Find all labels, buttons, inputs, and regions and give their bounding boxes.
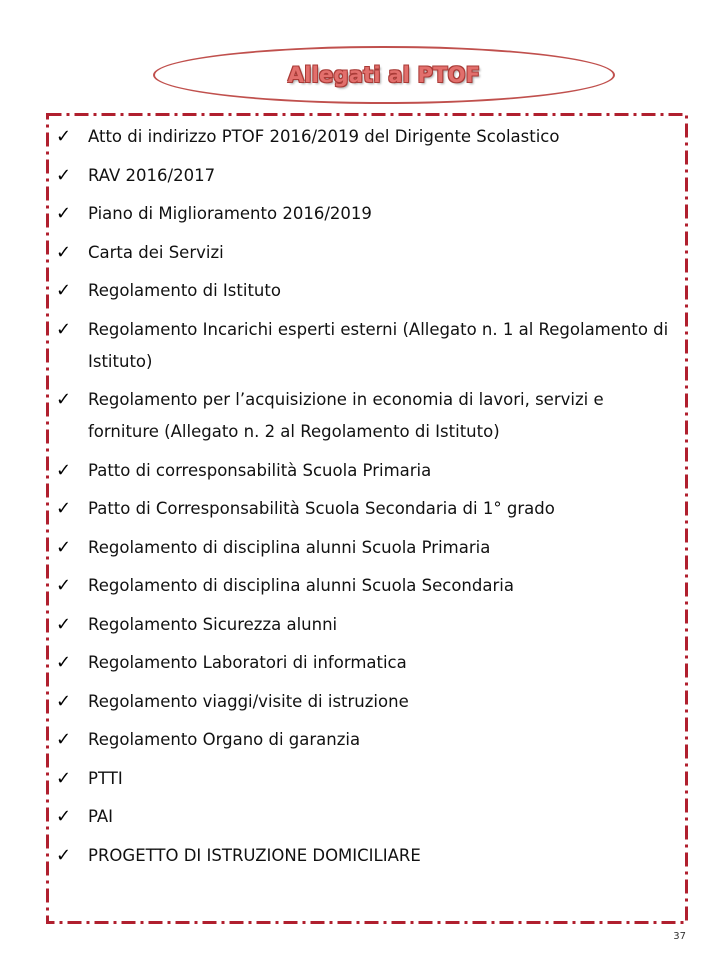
checkmark-icon: ✓ — [56, 806, 72, 827]
list-item-text: Patto di Corresponsabilità Scuola Secondaria di 1° grado — [88, 499, 555, 518]
list-item — [56, 160, 676, 192]
list-item — [56, 570, 676, 602]
checkmark-icon: ✓ — [56, 729, 72, 750]
checkmark-icon: ✓ — [56, 652, 72, 673]
attachment-list — [56, 121, 676, 878]
list-item — [56, 455, 676, 487]
checkmark-icon: ✓ — [56, 280, 72, 301]
list-item — [56, 121, 676, 153]
checkmark-icon: ✓ — [56, 767, 72, 789]
list-item-text: PROGETTO DI ISTRUZIONE DOMICILIARE — [88, 845, 421, 865]
checkmark-icon: ✓ — [56, 318, 72, 340]
list-item — [56, 237, 676, 269]
list-item — [56, 724, 676, 756]
list-item — [56, 647, 676, 679]
list-item-text: Regolamento di Istituto — [88, 281, 281, 300]
list-item-text: Regolamento di disciplina alunni Scuola Primaria — [88, 537, 491, 557]
list-item — [56, 198, 676, 230]
checkmark-icon: ✓ — [56, 459, 72, 481]
checkmark-icon: ✓ — [56, 126, 72, 147]
list-item-text: PTTI — [88, 768, 123, 788]
list-item — [56, 801, 676, 833]
checkmark-icon: ✓ — [56, 613, 72, 635]
list-item-text: Piano di Miglioramento 2016/2019 — [88, 204, 372, 223]
list-item — [56, 532, 676, 564]
list-item-text: RAV 2016/2017 — [88, 165, 216, 185]
checkmark-icon: ✓ — [56, 203, 72, 224]
list-item — [56, 686, 676, 718]
list-item — [56, 384, 676, 448]
checkmark-icon: ✓ — [56, 389, 72, 410]
list-item-text: Regolamento Organo di garanzia — [88, 730, 361, 749]
checkmark-icon: ✓ — [56, 241, 72, 263]
list-item-text: Carta dei Servizi — [88, 242, 224, 262]
checkmark-icon: ✓ — [56, 164, 72, 186]
checkmark-icon: ✓ — [56, 575, 72, 596]
list-item-text: Regolamento di disciplina alunni Scuola Secondaria — [88, 576, 514, 595]
list-item-text: Patto di corresponsabilità Scuola Primaria — [88, 460, 432, 480]
list-item — [56, 763, 676, 795]
list-item — [56, 493, 676, 525]
list-item-text: Regolamento viaggi/visite di istruzione — [88, 691, 409, 711]
page-title: Allegati al PTOF — [287, 63, 481, 87]
list-item-text: Atto di indirizzo PTOF 2016/2019 del Dirigente Scolastico — [88, 127, 560, 146]
checkmark-icon: ✓ — [56, 536, 72, 558]
checkmark-icon: ✓ — [56, 690, 72, 712]
list-item-text: PAI — [88, 807, 114, 826]
list-item — [56, 275, 676, 307]
list-item-text: Regolamento Incarichi esperti esterni (Allegato n. 1 al Regolamento di Istituto) — [88, 319, 669, 371]
title-banner — [153, 46, 615, 104]
page-number: 37 — [673, 931, 686, 942]
list-item — [56, 840, 676, 872]
list-item-text: Regolamento per l’acquisizione in economia di lavori, servizi e forniture (Allegato n. 2 al Regolamento di Istituto) — [88, 390, 604, 441]
list-item — [56, 609, 676, 641]
list-item-text: Regolamento Sicurezza alunni — [88, 614, 338, 634]
checkmark-icon: ✓ — [56, 844, 72, 866]
list-item-text: Regolamento Laboratori di informatica — [88, 653, 407, 672]
checkmark-icon: ✓ — [56, 498, 72, 519]
list-item — [56, 314, 676, 378]
